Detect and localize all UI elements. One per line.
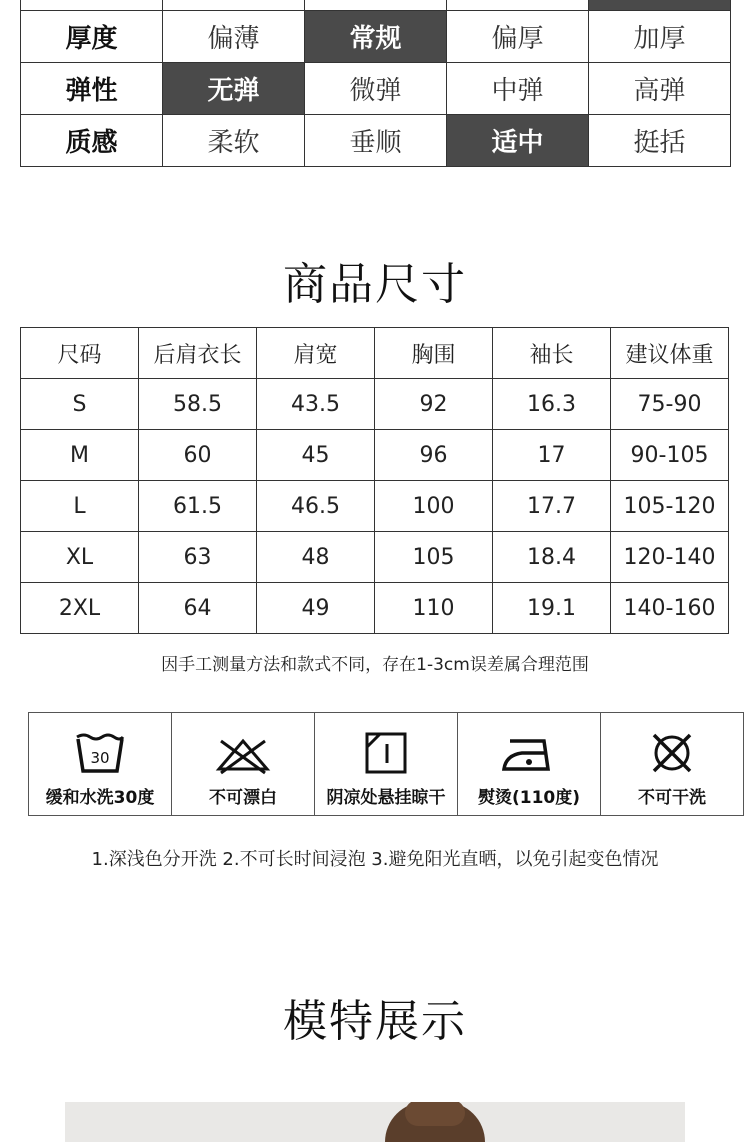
size-cell: 90-105 [611, 430, 729, 481]
attribute-option [163, 0, 305, 11]
size-cell: 61.5 [139, 481, 257, 532]
attribute-option: 垂顺 [305, 115, 447, 167]
size-header-row [21, 328, 729, 379]
size-cell: 18.4 [493, 532, 611, 583]
size-cell: 48 [257, 532, 375, 583]
size-chart-table [20, 327, 729, 634]
attribute-label: 质感 [21, 115, 163, 167]
size-cell: 2XL [21, 583, 139, 634]
size-header-cell: 尺码 [21, 328, 139, 379]
attribute-row [21, 11, 731, 63]
size-cell: 96 [375, 430, 493, 481]
attribute-option-selected: 无弹 [163, 63, 305, 115]
attribute-option: 偏厚 [447, 11, 589, 63]
size-cell: 17 [493, 430, 611, 481]
size-row [21, 379, 729, 430]
size-cell: 100 [375, 481, 493, 532]
size-cell: 63 [139, 532, 257, 583]
attribute-option-selected: 常规 [305, 11, 447, 63]
no-bleach-icon [213, 735, 273, 775]
size-cell: 105 [375, 532, 493, 583]
care-label-iron: 熨烫(110度) [477, 788, 581, 808]
size-cell: 120-140 [611, 532, 729, 583]
size-cell: 75-90 [611, 379, 729, 430]
size-row [21, 532, 729, 583]
care-instructions-table [28, 712, 744, 816]
attribute-label: 厚度 [21, 11, 163, 63]
attribute-option: 加厚 [589, 11, 731, 63]
size-row [21, 481, 729, 532]
size-cell: XL [21, 532, 139, 583]
care-cell-dryclean [601, 713, 744, 816]
size-row [21, 583, 729, 634]
iron-icon [500, 735, 558, 775]
care-label-wash: 缓和水洗30度 [45, 788, 155, 808]
care-cell-iron [458, 713, 601, 816]
care-label-dryclean: 不可干洗 [638, 788, 706, 808]
size-cell: 64 [139, 583, 257, 634]
care-cell-bleach [172, 713, 315, 816]
size-note: 因手工测量方法和款式不同，存在1-3cm误差属合理范围 [161, 655, 589, 675]
wash-temp-text: 30 [90, 749, 110, 767]
size-cell: 49 [257, 583, 375, 634]
size-header-cell: 建议体重 [611, 328, 729, 379]
care-cell-wash [29, 713, 172, 816]
size-cell: 19.1 [493, 583, 611, 634]
attribute-option [447, 0, 589, 11]
care-label-bleach: 不可漂白 [209, 788, 277, 808]
size-header-cell: 胸围 [375, 328, 493, 379]
no-dry-clean-icon [648, 731, 696, 775]
fabric-attribute-table [20, 0, 731, 167]
size-row [21, 430, 729, 481]
attribute-option-selected: 适中 [447, 115, 589, 167]
size-cell: S [21, 379, 139, 430]
care-cell-dry [315, 713, 458, 816]
attribute-option-selected [589, 0, 731, 11]
attribute-option: 高弹 [589, 63, 731, 115]
line-dry-shade-icon [364, 731, 408, 775]
model-section-title: 模特展示 [283, 996, 467, 1047]
size-cell: 60 [139, 430, 257, 481]
size-cell: 105-120 [611, 481, 729, 532]
size-cell: 110 [375, 583, 493, 634]
attribute-option: 偏薄 [163, 11, 305, 63]
size-cell: M [21, 430, 139, 481]
attribute-label [21, 0, 163, 11]
size-cell: 58.5 [139, 379, 257, 430]
model-photo [65, 1102, 685, 1142]
size-cell: 140-160 [611, 583, 729, 634]
attribute-option: 柔软 [163, 115, 305, 167]
wash-30-icon [74, 731, 126, 775]
attribute-option [305, 0, 447, 11]
size-cell: 17.7 [493, 481, 611, 532]
size-cell: 45 [257, 430, 375, 481]
attribute-row [21, 63, 731, 115]
care-label-dry: 阴凉处悬挂晾干 [326, 788, 446, 808]
size-header-cell: 后肩衣长 [139, 328, 257, 379]
attribute-option: 中弹 [447, 63, 589, 115]
attribute-label: 弹性 [21, 63, 163, 115]
size-cell: L [21, 481, 139, 532]
size-cell: 92 [375, 379, 493, 430]
size-cell: 46.5 [257, 481, 375, 532]
size-header-cell: 肩宽 [257, 328, 375, 379]
attribute-row [21, 0, 731, 11]
model-hair-bun [405, 1102, 465, 1126]
attribute-row [21, 115, 731, 167]
attribute-option: 挺括 [589, 115, 731, 167]
size-cell: 43.5 [257, 379, 375, 430]
size-cell: 16.3 [493, 379, 611, 430]
attribute-option: 微弹 [305, 63, 447, 115]
care-note: 1.深浅色分开洗 2.不可长时间浸泡 3.避免阳光直晒，以免引起变色情况 [91, 849, 659, 870]
size-header-cell: 袖长 [493, 328, 611, 379]
size-section-title: 商品尺寸 [283, 259, 467, 310]
